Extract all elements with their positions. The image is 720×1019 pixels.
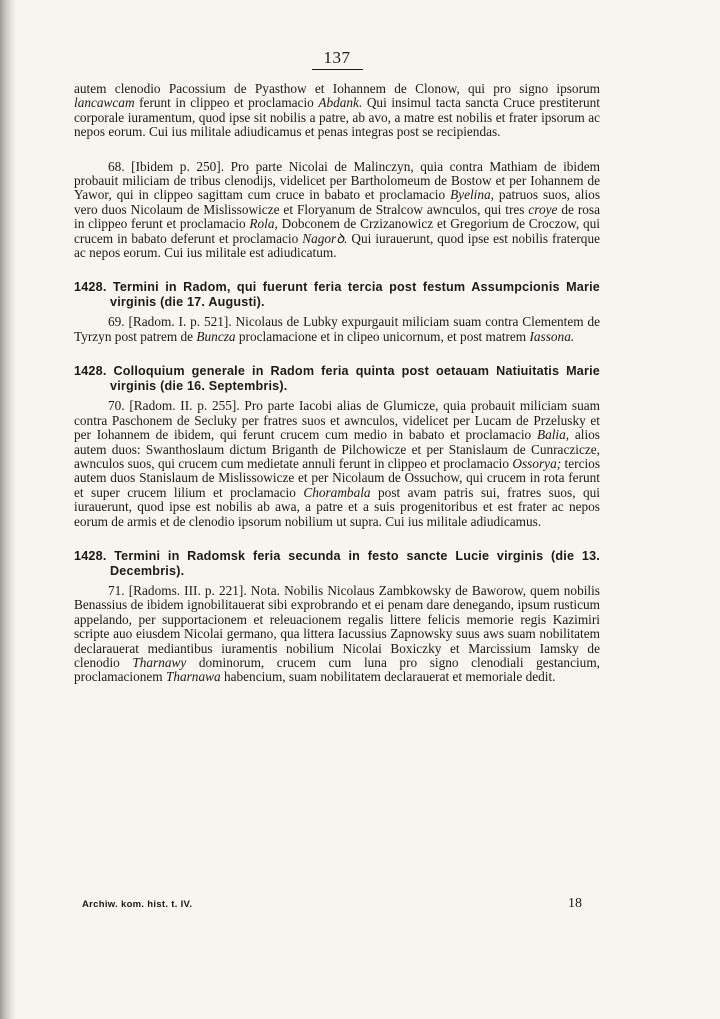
section-heading-radomsk-december: 1428. Termini in Radomsk feria secunda in festo sancte Lucie virginis (die 13. Decembris). (74, 548, 600, 578)
entry-71: 71. [Radoms. III. p. 221]. Nota. Nobilis Nicolaus Zambkowsky de Baworow, quem nobilis Benassius de ibidem ignobilitauerat sibi exprobrando et ei penam dare denegando, ipsum rusticum appelando, per supportacionem et releuacionem regalis littere felicis memorie regis Kazimiri scripte auo eiusdem Nicolai germano, qua littera Iacussius Zapnowsky suus aws suam nobilitatem declarauerat mediantibus iuramentis nobilium Nicolai Boxiczky et Marcissium Iamsky de clenodio Tharnawy dominorum, crucem cum luna pro signo clenodiali gestancium, proclamacionem Tharnawa habencium, suam nobilitatem declarauerat et memoriale dedit. (74, 582, 600, 685)
signature-mark: 18 (568, 896, 582, 911)
entry-69: 69. [Radom. I. p. 521]. Nicolaus de Lubky expurgauit miliciam suam contra Clementem de Tyrzyn post patrem de Buncza proclamacione et in clipeo unicornum, et post matrem Iassona. (74, 314, 600, 344)
entry-70: 70. [Radom. II. p. 255]. Pro parte Iacobi alias de Glumicze, quia probauit miliciam suam contra Paschonem de Secluky per fratres suos et awnculos, videlicet per Lucam de Przelusky et per Iohannem de ibidem, qui ferunt crucem cum medio in babato et proclamacio Balia, alios autem duos: Swanthoslaum dictum Briganth de Pilchowicze et per Stanislaum de Cunraczicze, awnculos suos, qui crucem cum medietate annuli ferunt in clippeo et proclamacio Ossorya; tercios autem duos Stanislaum de Mislissowicze et per Nicolaum de Ossuchow, qui crucem in rota ferunt et super crucem lilium et proclamacio Chorambala post avam patris sui, fratres suos, qui iurauerunt, quod ipse est nobilis ab awa, a patre et a suis progenitoribus et est frater ac nepos eorum de armis et de clenodio ipsorum nobilium ut supra. Cui ius militale adiudicamus. (74, 398, 601, 529)
page-footer (82, 896, 582, 912)
intro-paragraph: autem clenodio Pacossium de Pyasthow et Iohannem de Clonow, qui pro signo ipsorum lancawcam ferunt in clippeo et proclamacio Abdank. Qui insimul tacta sancta Cruce prestiterunt corporale iuramentum, quod ipse sit nobilis a patre, ab avo, a matre est nobilis et frater ipsorum ac nepos eorum. Cui ius militale adiudicamus et penas integras post se recipiendas. (74, 81, 600, 140)
document-page (74, 48, 600, 685)
page-number: 137 (74, 48, 600, 70)
entry-68: 68. [Ibidem p. 250]. Pro parte Nicolai de Malinczyn, quia contra Mathiam de ibidem probauit miliciam de tribus clenodijs, videlicet per Bartholomeum de Bostow et per Iohannem de Yawor, qui in clippeo sagittam cum cruce in babato et proclamacio Byelina, patruos suos, alios vero duos Nicolaum de Mislissowicze et Floryanum de Stralcow awnculos, qui tres croye de rosa in clippeo ferunt et proclamacio Rola, Dobconem de Crzizanowicz et Gregorium de Croczow, qui crucem in babato deferunt et proclamacio Nagorꝺ. Qui iurauerunt, quod ipse est nobilis fraterque ac nepos eorum. Cui ius militale est adiudicatum. (74, 158, 600, 261)
section-heading-radom-september: 1428. Colloquium generale in Radom feria quinta post oetauam Natiuitatis Marie virginis (die 16. Septembris). (74, 364, 600, 394)
section-heading-radom-august: 1428. Termini in Radom, qui fuerunt feria tercia post festum Assumpcionis Marie virginis (die 17. Augusti). (74, 280, 600, 310)
page-binding-edge (0, 0, 16, 1019)
footer-source: Archiw. kom. hist. t. IV. (82, 899, 193, 910)
